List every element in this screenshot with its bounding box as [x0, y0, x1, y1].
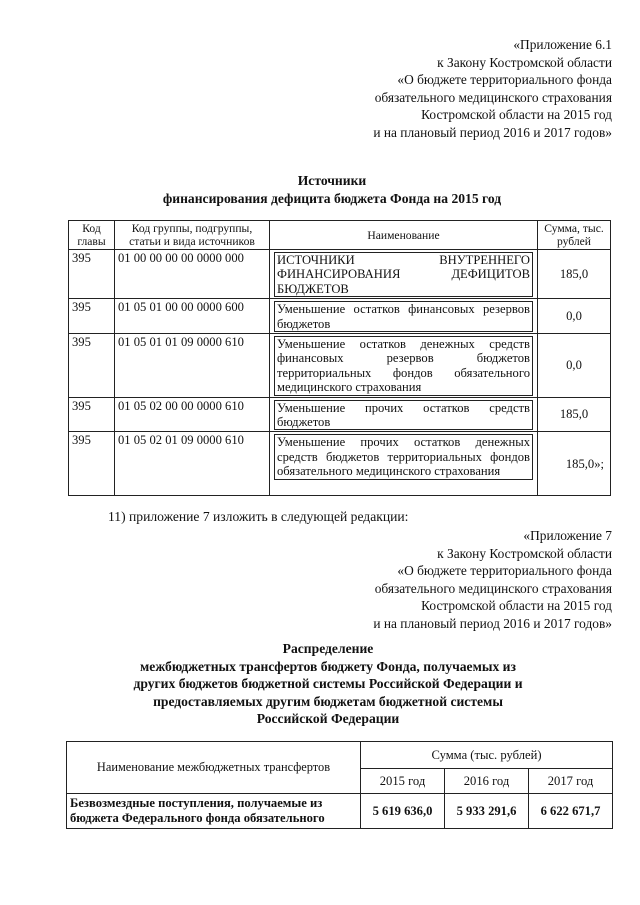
header-year-2017: 2017 год: [529, 769, 613, 794]
transfers-table: [66, 741, 613, 829]
name-cell: [270, 334, 538, 398]
table-row: [69, 432, 611, 496]
table-row: [69, 397, 611, 432]
annex-line: «О бюджете территориального фонда: [397, 72, 612, 88]
header-code: Код группы, подгруппы, статьи и вида источников: [115, 221, 270, 250]
amendment-paragraph: 11) приложение 7 изложить в следующей редакции:: [108, 509, 409, 524]
chapter-cell: 395: [69, 250, 115, 299]
value-2017-cell: 6 622 671,7: [529, 794, 613, 829]
transfers-title: [8, 640, 640, 728]
annex-line: и на плановый период 2016 и 2017 годов»: [373, 615, 612, 631]
name-text: Уменьшение остатков денежных средств финансовых резервов бюджетов территориальных фондов обязательного медицинского страхования: [274, 336, 533, 396]
header-chapter: Код главы: [69, 221, 115, 250]
name-text: Уменьшение прочих остатков денежных средств бюджетов территориальных фондов обязательного медицинского страхования: [274, 434, 533, 479]
deficit-sources-table: [68, 220, 611, 496]
chapter-cell: 395: [69, 334, 115, 398]
name-cell: [270, 299, 538, 334]
name-text: Уменьшение прочих остатков средств бюджетов: [274, 400, 533, 431]
annex-line: «Приложение 7: [523, 528, 612, 543]
table-row: [67, 794, 613, 829]
code-cell: 01 00 00 00 00 0000 000: [115, 250, 270, 299]
annex-line: к Закону Костромской области: [437, 545, 612, 561]
annex-line: Костромской области на 2015 год: [421, 598, 612, 614]
chapter-cell: 395: [69, 397, 115, 432]
table-row: [69, 334, 611, 398]
header-sum: Сумма (тыс. рублей): [361, 742, 613, 769]
name-cell: [270, 250, 538, 299]
title-line: Источники: [297, 173, 367, 188]
annex-line: обязательного медицинского страхования: [374, 89, 612, 105]
annex-line: Костромской области на 2015 год: [421, 107, 612, 123]
title-line: финансирования дефицита бюджета Фонда на 2015 год: [162, 190, 502, 206]
transfer-name-cell: Безвозмездные поступления, получаемые из бюджета Федерального фонда обязательного: [67, 794, 361, 829]
sum-cell: 0,0: [538, 334, 611, 398]
table-header-row: [69, 221, 611, 250]
title-line: предоставляемых другим бюджетам бюджетной системы: [153, 693, 503, 709]
name-text: Уменьшение остатков финансовых резервов бюджетов: [274, 301, 533, 332]
name-cell: [270, 432, 538, 496]
title-line: Распределение: [282, 641, 374, 656]
value-2016-cell: 5 933 291,6: [445, 794, 529, 829]
code-cell: 01 05 01 00 00 0000 600: [115, 299, 270, 334]
sum-cell: 185,0: [538, 397, 611, 432]
annex-line: «Приложение 6.1: [513, 37, 612, 52]
sum-cell: 185,0»;: [538, 432, 611, 496]
header-sum: Сумма, тыс. рублей: [538, 221, 611, 250]
chapter-cell: 395: [69, 299, 115, 334]
code-cell: 01 05 01 01 09 0000 610: [115, 334, 270, 398]
code-cell: 01 05 02 00 00 0000 610: [115, 397, 270, 432]
table-row: [69, 299, 611, 334]
name-text: ИСТОЧНИКИ ВНУТРЕННЕГО ФИНАНСИРОВАНИЯ ДЕФИЦИТОВ БЮДЖЕТОВ: [274, 252, 533, 297]
name-cell: [270, 397, 538, 432]
sum-cell: 185,0: [538, 250, 611, 299]
annex-6-1-header: [373, 36, 612, 142]
annex-line: «О бюджете территориального фонда: [397, 563, 612, 579]
header-year-2016: 2016 год: [445, 769, 529, 794]
annex-line: и на плановый период 2016 и 2017 годов»: [373, 124, 612, 140]
sum-cell: 0,0: [538, 299, 611, 334]
title-line: межбюджетных трансфертов бюджету Фонда, получаемых из: [140, 658, 516, 674]
table-row: [69, 250, 611, 299]
header-year-2015: 2015 год: [361, 769, 445, 794]
code-cell: 01 05 02 01 09 0000 610: [115, 432, 270, 496]
title-line: других бюджетов бюджетной системы Российской Федерации и: [133, 676, 523, 691]
annex-7-header: [373, 527, 612, 633]
header-name: Наименование: [270, 221, 538, 250]
header-transfer-name: Наименование межбюджетных трансфертов: [67, 742, 361, 794]
value-2015-cell: 5 619 636,0: [361, 794, 445, 829]
sources-title: [12, 172, 640, 207]
chapter-cell: 395: [69, 432, 115, 496]
title-line: Российской Федерации: [256, 711, 400, 726]
annex-line: к Закону Костромской области: [437, 54, 612, 70]
table-header-row: [67, 742, 613, 769]
annex-line: обязательного медицинского страхования: [374, 580, 612, 596]
